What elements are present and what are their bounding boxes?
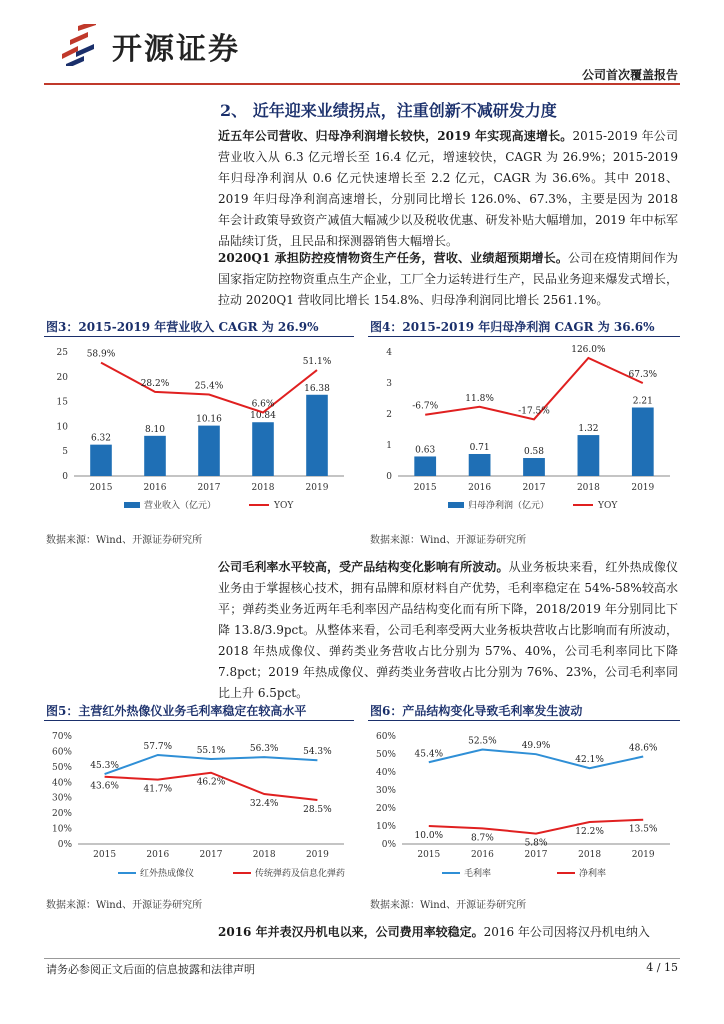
bar xyxy=(469,454,491,476)
y-tick-label: 30% xyxy=(375,786,396,796)
figure4-title: 图4：2015-2019 年归母净利润 CAGR 为 36.6% xyxy=(370,320,655,334)
paragraph-lead: 公司毛利率水平较高，受产品结构变化影响有所波动。 xyxy=(218,560,509,574)
legend-label: 净利率 xyxy=(579,869,607,879)
legend-bar-label: 营业收入（亿元） xyxy=(144,501,217,511)
yoy-value-label: 51.1% xyxy=(302,357,332,368)
x-tick-label: 2017 xyxy=(197,483,221,493)
paragraph-expense-ratio xyxy=(218,923,678,941)
paragraph-revenue-growth xyxy=(218,126,678,252)
figure3-title: 图3：2015-2019 年营业收入 CAGR 为 26.9% xyxy=(46,320,319,334)
y-tick-label: 70% xyxy=(51,732,72,742)
x-tick-label: 2015 xyxy=(413,483,437,493)
x-tick-label: 2015 xyxy=(417,850,441,860)
section-heading: 2、 近年迎来业绩拐点，注重创新不减研发力度 xyxy=(220,101,557,120)
x-tick-label: 2017 xyxy=(522,483,546,493)
x-tick-label: 2019 xyxy=(631,850,655,860)
y-tick-label: 2 xyxy=(386,410,392,420)
bar xyxy=(523,458,545,476)
yoy-value-label: 126.0% xyxy=(571,344,606,355)
paragraph-body: 从业务板块来看，红外热成像仪业务由于掌握核心技术，拥有品牌和原材料自产优势，毛利率稳定在 54%-58%较高水平；弹药类业务近两年毛利率因产品结构变化而有所下降，2018/2019 年分别同比下降 13.8/3.9pct。从整体来看，公司毛利率受两大业务板块营收占比影响而有所波动，2018 年热成像仪、弹药类业务营收占比分别为 57%、40%，公司毛利率同比下降 7.8pct；2019 年热成像仪、弹药类业务营收占比分别为 76%、23%，公司毛利率同比上升 6.5pct。 xyxy=(218,560,678,700)
header-divider xyxy=(44,83,680,85)
bar xyxy=(632,407,654,476)
data-label: 45.4% xyxy=(414,749,444,760)
kaiyuan-logo-icon xyxy=(58,24,104,66)
yoy-value-label: -17.5% xyxy=(518,406,550,417)
bar-value-label: 2.21 xyxy=(632,396,653,407)
data-label: 52.5% xyxy=(468,736,497,747)
paragraph-body: 2016 年公司因将汉丹机电纳入 xyxy=(483,925,650,939)
figure5-chart xyxy=(44,726,354,886)
y-tick-label: 40% xyxy=(375,768,396,778)
paragraph-q1-2020 xyxy=(218,248,678,311)
figure5-title: 图5：主营红外热像仪业务毛利率稳定在较高水平 xyxy=(46,704,307,718)
data-label: 54.3% xyxy=(303,747,332,758)
legend-line-label: YOY xyxy=(598,501,618,511)
figure3-source: 数据来源：Wind、开源证券研究所 xyxy=(46,535,203,546)
paragraph-lead: 2016 年并表汉丹机电以来，公司费用率较稳定。 xyxy=(218,925,484,939)
page-number: 4 / 15 xyxy=(646,961,678,974)
data-label: 43.6% xyxy=(90,781,119,792)
figure3-rule xyxy=(44,336,354,337)
figure6-source: 数据来源：Wind、开源证券研究所 xyxy=(370,900,527,911)
y-tick-label: 20 xyxy=(56,372,68,383)
data-label: 55.1% xyxy=(196,745,226,756)
y-tick-label: 0 xyxy=(62,472,68,482)
footer-divider xyxy=(44,958,680,959)
legend-bar-label: 归母净利润（亿元） xyxy=(468,501,550,511)
bar-value-label: 0.71 xyxy=(469,442,490,453)
y-tick-label: 10% xyxy=(51,824,72,835)
paragraph-lead: 近五年公司营收、归母净利润增长较快，2019 年实现高速增长。 xyxy=(218,129,573,143)
bar-value-label: 0.63 xyxy=(415,445,436,456)
x-tick-label: 2015 xyxy=(93,850,117,860)
figure6-chart xyxy=(368,726,680,886)
yoy-value-label: 28.2% xyxy=(140,378,170,389)
paragraph-gross-margin xyxy=(218,557,678,704)
bar xyxy=(578,435,600,476)
brand-name: 开源证券 xyxy=(112,32,240,67)
series-line xyxy=(429,820,643,834)
data-label: 49.9% xyxy=(521,741,551,752)
bar xyxy=(198,426,220,476)
figure3-chart xyxy=(44,340,354,520)
legend-bar-swatch xyxy=(124,502,140,508)
x-tick-label: 2018 xyxy=(252,850,276,860)
y-tick-label: 0% xyxy=(57,840,72,850)
y-tick-label: 3 xyxy=(386,379,392,389)
data-label: 46.2% xyxy=(196,777,226,788)
x-tick-label: 2017 xyxy=(524,850,548,860)
yoy-value-label: -6.7% xyxy=(412,401,439,412)
x-tick-label: 2017 xyxy=(199,850,223,860)
y-tick-label: 60% xyxy=(375,732,396,742)
x-tick-label: 2018 xyxy=(251,483,275,493)
data-label: 5.8% xyxy=(524,838,548,849)
x-tick-label: 2016 xyxy=(146,850,170,860)
y-tick-label: 1 xyxy=(386,441,392,451)
y-tick-label: 4 xyxy=(386,348,392,358)
data-label: 10.0% xyxy=(414,831,444,841)
figure6-rule xyxy=(368,720,680,721)
bar-value-label: 8.10 xyxy=(144,424,166,435)
data-label: 28.5% xyxy=(303,805,332,816)
data-label: 32.4% xyxy=(249,799,279,810)
y-tick-label: 10 xyxy=(56,422,68,433)
data-label: 13.5% xyxy=(628,824,658,835)
bar-value-label: 10.84 xyxy=(250,411,276,422)
data-label: 12.2% xyxy=(575,827,604,838)
figure4-chart xyxy=(368,340,680,520)
series-line xyxy=(105,755,318,774)
bar-value-label: 10.16 xyxy=(196,414,222,425)
bar xyxy=(252,422,274,476)
x-tick-label: 2018 xyxy=(576,483,600,493)
y-tick-label: 25 xyxy=(56,348,68,358)
figure4-source: 数据来源：Wind、开源证券研究所 xyxy=(370,535,527,546)
figure5-rule xyxy=(44,720,354,721)
y-tick-label: 0 xyxy=(386,472,392,482)
y-tick-label: 15 xyxy=(56,397,68,408)
x-tick-label: 2016 xyxy=(470,850,494,860)
y-tick-label: 50% xyxy=(51,762,72,773)
bar-value-label: 0.58 xyxy=(523,447,545,458)
y-tick-label: 0% xyxy=(381,840,396,850)
x-tick-label: 2019 xyxy=(305,850,329,860)
figure4-rule xyxy=(368,336,680,337)
y-tick-label: 20% xyxy=(51,809,72,820)
series-line xyxy=(429,750,643,769)
y-tick-label: 10% xyxy=(375,822,396,832)
yoy-value-label: 58.9% xyxy=(86,349,116,360)
figure6-title: 图6：产品结构变化导致毛利率发生波动 xyxy=(370,704,583,718)
paragraph-body: 公司在疫情期间作为国家指定防控物资重点生产企业，工厂全力运转进行生产，民品业务迎来爆发式增长，拉动 2020Q1 营收同比增长 154.8%、归母净利润同比增长 2561.1%。 xyxy=(218,251,678,307)
paragraph-body: 2015-2019 年公司营业收入从 6.3 亿元增长至 16.4 亿元，增速较快，CAGR 为 26.9%；2015-2019 年归母净利润从 0.6 亿元快速增长至 2.2 亿元，CAGR 为 36.6%。其中 2018、2019 年归母净利润高速增长，分别同比增长 126.0%、67.3%，主要是因为 2018 年会计政策导致资产减值大幅减少以及税收优惠、研发补贴大幅增加，2019 年中标军品陆续订货，且民品和探测器销售大幅增长。 xyxy=(218,129,678,248)
yoy-value-label: 67.3% xyxy=(628,370,658,381)
bar xyxy=(90,445,112,476)
x-tick-label: 2016 xyxy=(468,483,492,493)
bar-value-label: 16.38 xyxy=(304,383,330,394)
bar-value-label: 1.32 xyxy=(578,424,599,435)
data-label: 56.3% xyxy=(249,744,279,755)
legend-label: 毛利率 xyxy=(464,869,492,879)
bar xyxy=(414,456,436,476)
x-tick-label: 2019 xyxy=(305,483,329,493)
legend-bar-swatch xyxy=(448,502,464,508)
data-label: 57.7% xyxy=(143,741,173,752)
yoy-value-label: 25.4% xyxy=(194,381,224,392)
y-tick-label: 5 xyxy=(62,447,68,458)
yoy-value-label: 6.6% xyxy=(251,399,275,410)
x-tick-label: 2018 xyxy=(578,850,602,860)
data-label: 8.7% xyxy=(470,833,494,844)
x-tick-label: 2019 xyxy=(631,483,655,493)
data-label: 41.7% xyxy=(143,784,173,795)
legend-line-label: YOY xyxy=(274,501,294,511)
y-tick-label: 30% xyxy=(51,793,72,804)
figure5-source: 数据来源：Wind、开源证券研究所 xyxy=(46,900,203,911)
paragraph-lead: 2020Q1 承担防控疫情物资生产任务，营收、业绩超预期增长。 xyxy=(218,251,569,265)
data-label: 48.6% xyxy=(628,743,658,754)
legend-label: 红外热成像仪 xyxy=(140,869,195,879)
bar-value-label: 6.32 xyxy=(90,433,112,444)
footer-disclaimer: 请务必参阅正文后面的信息披露和法律声明 xyxy=(46,963,255,976)
y-tick-label: 40% xyxy=(51,778,72,789)
data-label: 42.1% xyxy=(575,755,604,766)
legend-label: 传统弹药及信息化弹药 xyxy=(255,869,346,879)
x-tick-label: 2016 xyxy=(143,483,167,493)
y-tick-label: 20% xyxy=(375,804,396,814)
bar xyxy=(306,395,328,476)
x-tick-label: 2015 xyxy=(89,483,113,493)
yoy-value-label: 11.8% xyxy=(465,393,494,404)
data-label: 45.3% xyxy=(90,761,119,772)
y-tick-label: 50% xyxy=(375,750,396,760)
report-type: 公司首次覆盖报告 xyxy=(581,68,678,82)
y-tick-label: 60% xyxy=(51,747,72,758)
bar xyxy=(144,436,166,476)
